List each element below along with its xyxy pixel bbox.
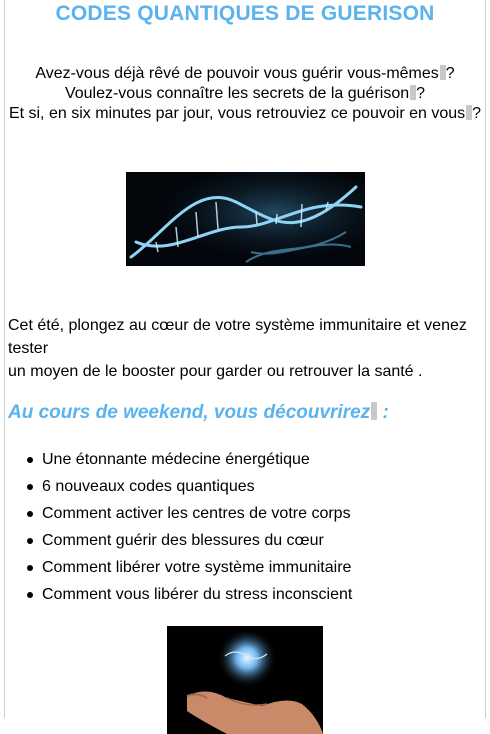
intro-line-text: Voulez-vous connaître les secrets de la guérison — [64, 85, 410, 102]
list-item: Comment activer les centres de votre corps — [27, 500, 485, 527]
paragraph-line: un moyen de le booster pour garder ou retrouver la santé . — [8, 363, 423, 380]
section-subtitle — [5, 402, 485, 424]
list-item: Une étonnante médecine énergétique — [27, 446, 485, 473]
list-item: Comment guérir des blessures du cœur — [27, 527, 485, 554]
paragraph-line: Cet été, plongez au cœur de votre système immunitaire et venez tester — [8, 317, 467, 357]
dna-helix-image — [126, 172, 365, 266]
list-item: Comment vous libérer du stress inconscient — [27, 581, 485, 608]
intro-line-text: Avez-vous déjà rêvé de pouvoir vous guérir vous-mêmes — [35, 65, 439, 82]
page-title: CODES QUANTIQUES DE GUERISON — [55, 2, 435, 25]
question-mark: ? — [472, 105, 482, 122]
intro-line — [5, 104, 485, 124]
intro-line — [5, 84, 485, 104]
question-mark: ? — [445, 65, 455, 82]
intro-line — [5, 64, 485, 84]
intro-questions — [5, 64, 485, 124]
selection-mark — [371, 402, 377, 420]
document-page — [4, 0, 486, 718]
subtitle-text: Au cours de weekend, vous découvrirez — [8, 402, 371, 423]
question-mark: ? — [416, 85, 426, 102]
bullet-list — [5, 446, 485, 608]
intro-paragraph — [5, 314, 485, 383]
subtitle-colon: : — [382, 402, 389, 423]
intro-line-text: Et si, en six minutes par jour, vous retrouviez ce pouvoir en vous — [8, 105, 466, 122]
list-item: 6 nouveaux codes quantiques — [27, 473, 485, 500]
list-item: Comment libérer votre système immunitaire — [27, 554, 485, 581]
